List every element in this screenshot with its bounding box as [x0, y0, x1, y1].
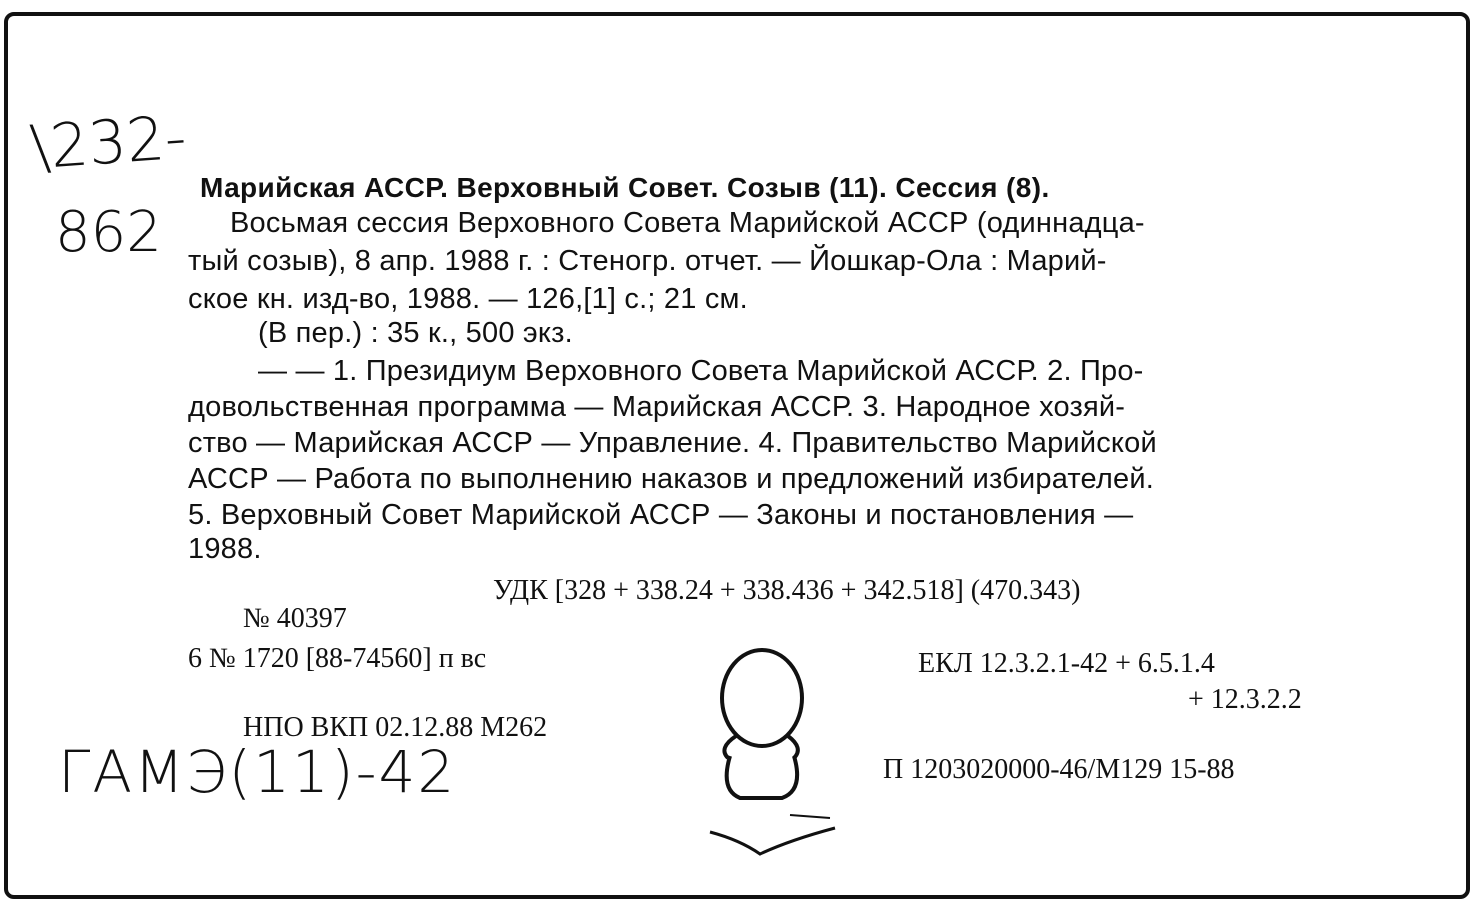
handwritten-shelf-mark-line2: 862 — [55, 200, 162, 265]
subject-line-5: 5. Верховный Совет Марийской АССР — Законы и постановления — — [188, 499, 1134, 531]
subject-line-1: — — 1. Президиум Верховного Совета Марийской АССР. 2. Про- — [258, 355, 1144, 387]
title-line-2: тый созыв), 8 апр. 1988 г. : Стеногр. отчет. — Йошкар-Ола : Марий- — [188, 245, 1107, 277]
rod-hole-icon — [700, 640, 860, 870]
udc-code: УДК [328 + 338.24 + 338.436 + 342.518] (470.343) — [493, 575, 1081, 606]
ekl-code-line1: ЕКЛ 12.3.2.1-42 + 6.5.1.4 — [918, 648, 1215, 679]
handwritten-archive-code: ГАМЭ(11)-42 — [58, 738, 457, 806]
subject-line-3: ство — Марийская АССР — Управление. 4. Правительство Марийской — [188, 427, 1157, 459]
subject-line-2: довольственная программа — Марийская АССР. 3. Народное хозяй- — [188, 391, 1126, 423]
subject-line-6: 1988. — [188, 533, 262, 565]
record-heading: Марийская АССР. Верховный Совет. Созыв (11). Сессия (8). — [200, 172, 1050, 203]
order-number: 6 № 1720 [88-74560] п вс — [188, 643, 487, 674]
ekl-code-line2: + 12.3.2.2 — [1188, 684, 1302, 715]
title-line-1: Восьмая сессия Верховного Совета Марийской АССР (одиннадца- — [230, 207, 1145, 239]
subject-line-4: АССР — Работа по выполнению наказов и предложений избирателей. — [188, 463, 1155, 495]
title-line-3: ское кн. изд-во, 1988. — 126,[1] с.; 21 см. — [188, 283, 748, 315]
handwritten-shelf-mark-line1: \232- — [27, 102, 189, 184]
price-line: (В пер.) : 35 к., 500 экз. — [258, 317, 573, 349]
printer-mark: НПО ВКП 02.12.88 М262 — [243, 712, 548, 743]
catalog-code: П 1203020000-46/М129 15-88 — [883, 754, 1235, 785]
record-number: № 40397 — [243, 603, 347, 634]
